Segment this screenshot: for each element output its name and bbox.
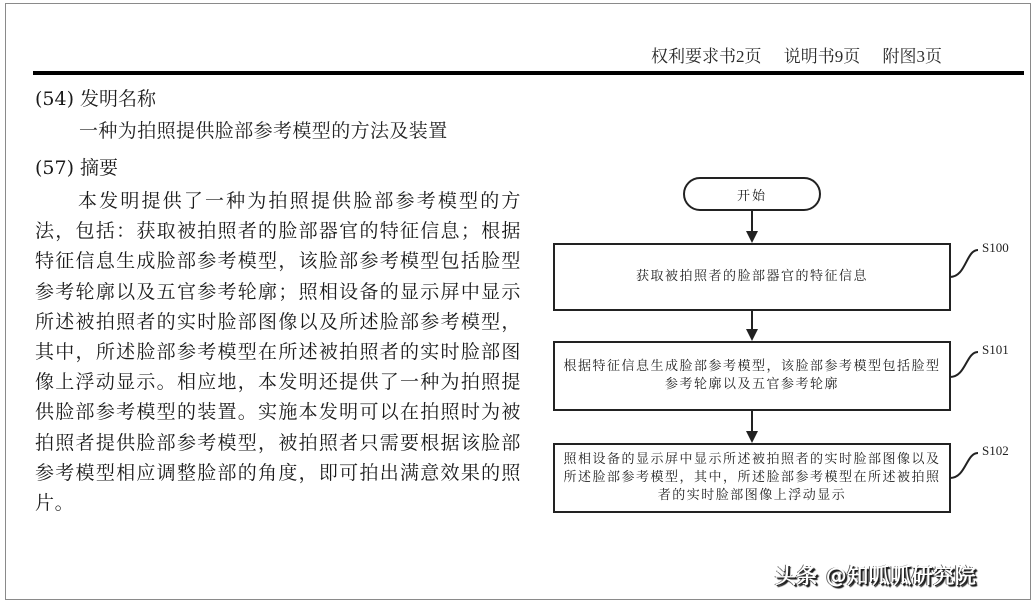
step-label-s100: S100	[982, 240, 1009, 255]
step-label-s102: S102	[982, 443, 1009, 458]
flowchart-step-s100	[553, 243, 951, 311]
flowchart-start-node: 开始	[683, 177, 821, 211]
step-label-s101: S101	[982, 342, 1009, 357]
description-page-count: 说明书9页	[783, 47, 861, 66]
step-text: 照相设备的显示屏中显示所述被拍照者的实时脸部图像以及所述脸部参考模型，其中，所述脸部参考模型在所述被拍照者的实时脸部图像上浮动显示	[563, 452, 941, 503]
header-divider	[33, 71, 1024, 75]
step-text: 根据特征信息生成脸部参考模型，该脸部参考模型包括脸型参考轮廓以及五官参考轮廓	[563, 359, 941, 392]
invention-title-heading: (54) 发明名称	[35, 88, 157, 110]
abstract-text: 本发明提供了一种为拍照提供脸部参考模型的方法，包括：获取被拍照者的脸部器官的特征信息；根据特征信息生成脸部参考模型，该脸部参考模型包括脸型参考轮廓以及五官参考轮廓；照相设备的显示屏中显示所述被拍照者的实时脸部图像以及所述脸部参考模型，其中，所述脸部参考模型在所述被拍照者的实时脸部图像上浮动显示。相应地，本发明还提供了一种为拍照提供脸部参考模型的装置。实施本发明可以在拍照时为被拍照者提供脸部参考模型，被拍照者只需要根据该脸部参考模型相应调整脸部的角度，即可拍出满意效果的照片。	[35, 190, 521, 515]
watermark: 头条 @知呱呱研究院	[775, 564, 977, 588]
invention-title: 一种为拍照提供脸部参考模型的方法及装置	[79, 120, 448, 142]
claims-page-count: 权利要求书2页	[651, 47, 762, 66]
drawings-page-count: 附图3页	[882, 47, 942, 66]
flowchart-step-s101	[553, 341, 951, 411]
document-page-counts	[633, 42, 942, 67]
abstract-body	[35, 186, 521, 518]
step-text: 获取被拍照者的脸部器官的特征信息	[635, 269, 868, 284]
flowchart-step-s102	[553, 443, 951, 513]
abstract-heading: (57) 摘要	[35, 157, 119, 179]
